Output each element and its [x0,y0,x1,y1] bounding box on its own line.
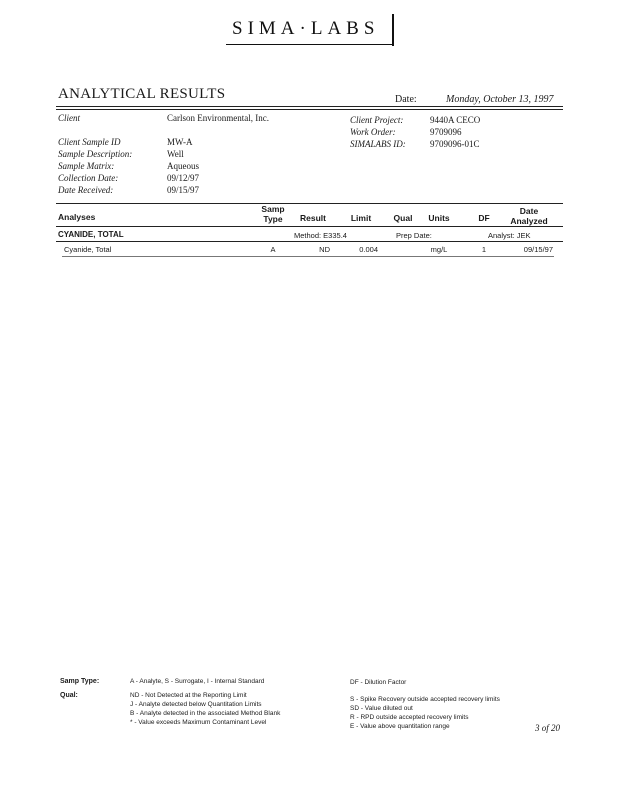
section-prep-date: Prep Date: [396,231,432,240]
client-sample-id-value: MW-A [167,137,193,147]
report-date: Monday, October 13, 1997 [446,94,554,105]
footer-qual-b: B - Analyte detected in the associated Method Blank [130,710,281,717]
col-units: Units [428,213,450,223]
client-value: Carlson Environmental, Inc. [167,113,269,123]
section-analyst: Analyst: JEK [488,231,531,240]
footer-qual-r: R - RPD outside accepted recovery limits [350,714,469,721]
col-samp-line1: Samp [261,204,285,214]
simalabs-id-label: SIMALABS ID: [350,139,406,149]
col-analyses: Analyses [58,212,96,222]
footer-qual-j: J - Analyte detected below Quantitation Limits [130,701,262,708]
date-label: Date: [395,94,417,105]
footer-qual-label: Qual: [60,692,78,699]
col-qual: Qual [393,213,413,223]
work-order-value: 9709096 [430,127,462,137]
row-result: ND [319,245,330,254]
row-analyte: Cyanide, Total [64,245,112,254]
logo-bar-vertical [392,14,394,46]
col-date-line2: Analyzed [510,216,548,226]
client-project-label: Client Project: [350,115,404,125]
sample-description-label: Sample Description: [58,149,133,159]
header-rule [56,106,563,107]
footer-df-text: DF - Dilution Factor [350,679,407,686]
footer-samp-type-label: Samp Type: [60,678,100,685]
col-result: Result [300,213,326,223]
work-order-label: Work Order: [350,127,396,137]
page-number: 3 of 20 [535,723,561,733]
simalabs-id-value: 9709096-01C [430,139,480,149]
company-logo: SIMA·LABS [232,18,380,39]
col-date-line1: Date [519,206,539,216]
section-name: CYANIDE, TOTAL [58,230,124,239]
col-df: DF [478,213,490,223]
col-samp-line2: Type [263,214,283,224]
logo-bar-horizontal [226,44,394,45]
date-received-value: 09/15/97 [167,185,200,195]
sample-description-value: Well [167,149,184,159]
date-received-label: Date Received: [58,185,114,195]
collection-date-label: Collection Date: [58,173,119,183]
footer-qual-star: * - Value exceeds Maximum Contaminant Level [130,719,267,726]
page-title: ANALYTICAL RESULTS [58,86,226,102]
row-date-analyzed: 09/15/97 [523,245,553,254]
client-label: Client [58,113,80,123]
row-samp-type: A [270,245,276,254]
table-top-rule [56,203,563,204]
row-units: mg/L [430,245,448,254]
footer-qual-e: E - Value above quantitation range [350,723,450,730]
header-rule-2 [56,109,563,110]
row-limit: 0.004 [359,245,378,254]
sample-matrix-label: Sample Matrix: [58,161,115,171]
footer-qual-nd: ND - Not Detected at the Reporting Limit [130,692,247,699]
client-project-value: 9440A CECO [430,115,481,125]
col-limit: Limit [350,213,372,223]
collection-date-value: 09/12/97 [167,173,200,183]
section-method: Method: E335.4 [294,231,347,240]
sample-matrix-value: Aqueous [167,161,199,171]
row-rule [62,256,554,257]
footer-qual-s: S - Spike Recovery outside accepted recovery limits [350,696,500,703]
footer-samp-type-text: A - Analyte, S - Surrogate, I - Internal Standard [130,678,265,685]
row-df: 1 [481,245,487,254]
footer-qual-sd: SD - Value diluted out [350,705,413,712]
section-rule [56,241,563,242]
table-header-rule [56,226,563,227]
client-sample-id-label: Client Sample ID [58,137,121,147]
